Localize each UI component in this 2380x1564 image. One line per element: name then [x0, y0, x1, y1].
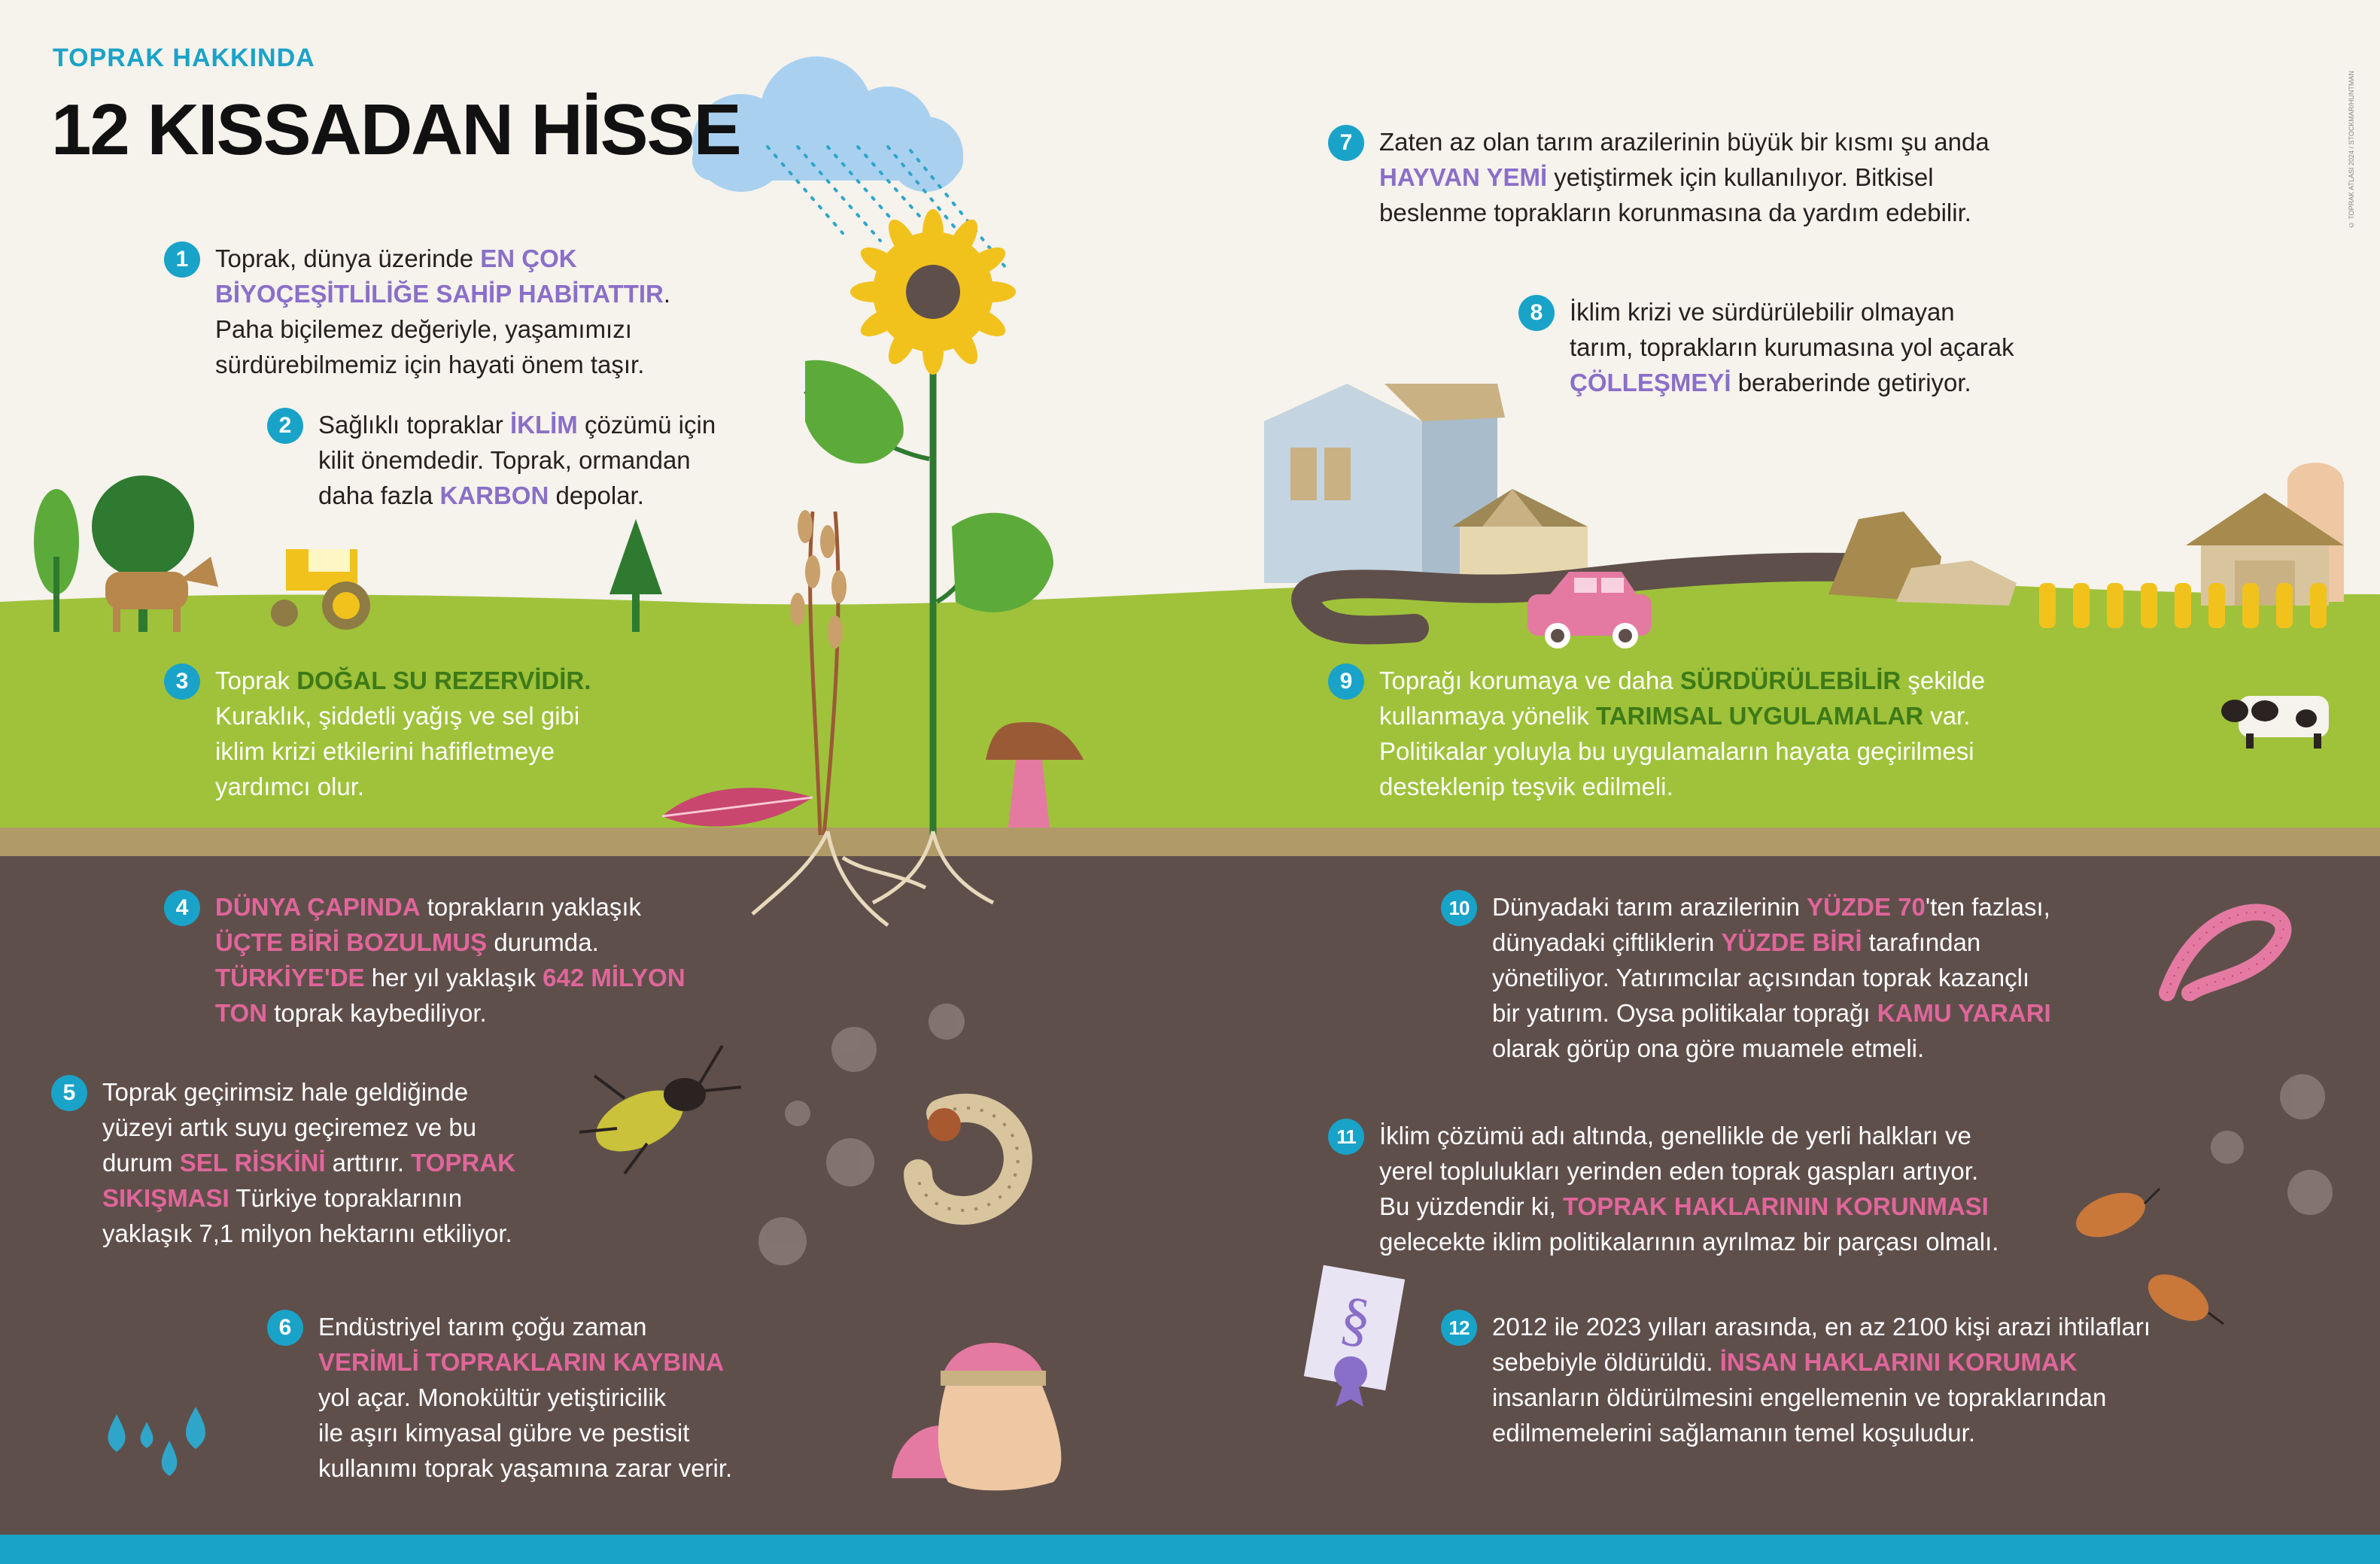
body-text: toprak kaybediliyor.: [267, 999, 487, 1027]
fact-line: [1570, 330, 2014, 365]
highlight-text: BİYOÇEŞİTLİLİĞE SAHİP HABİTATTIR: [215, 280, 664, 308]
body-text: daha fazla: [318, 481, 440, 509]
fact-line: [215, 769, 591, 804]
body-text: İklim krizi ve sürdürülebilir olmayan: [1570, 298, 1955, 326]
body-text: iklim krizi etkilerini hafifletmeye: [215, 737, 555, 765]
fact-text: [1379, 1118, 1999, 1259]
highlight-text: VERİMLİ TOPRAKLARIN KAYBINA: [318, 1348, 725, 1376]
fact-text: [215, 663, 591, 804]
body-text: Bu yüzdendir ki,: [1379, 1192, 1563, 1220]
fact-number-badge: 3: [164, 664, 200, 700]
fact-line: [1379, 1224, 1999, 1259]
body-text: yüzeyi artık suyu geçiremez ve bu: [102, 1113, 477, 1141]
fact-line: [1492, 889, 2051, 925]
fact-line: [102, 1216, 515, 1251]
body-text: gelecekte iklim politikalarının ayrılmaz bir parçası olmalı.: [1379, 1228, 1999, 1256]
highlight-text: DOĞAL SU REZERVİDİR.: [296, 667, 591, 694]
fact-text: [318, 1309, 732, 1486]
body-text: 'ten fazlası,: [1925, 893, 2050, 921]
body-text: kullanmaya yönelik: [1379, 702, 1596, 730]
fact-line: [1379, 1118, 1999, 1153]
body-text: dünyadaki çiftliklerin: [1492, 928, 1722, 956]
body-text: durum: [102, 1149, 180, 1177]
fact-line: [318, 442, 716, 478]
body-text: sürdürebilmemiz için hayati önem taşır.: [215, 351, 645, 378]
body-text: Dünyadaki tarım arazilerinin: [1492, 893, 1807, 921]
highlight-text: KARBON: [439, 481, 549, 509]
credit-line: © TOPRAK ATLASI 2024 / STOCKMAR/HUNTMAN: [2348, 71, 2355, 229]
highlight-text: İKLİM: [509, 411, 578, 439]
fact-line: [1492, 1031, 2051, 1066]
fact-line: [215, 311, 670, 347]
body-text: durumda.: [487, 928, 599, 956]
highlight-text: TARIMSAL UYGULAMALAR: [1595, 702, 1924, 730]
highlight-text: SEL RİSKİNİ: [179, 1149, 326, 1177]
fact-line: [215, 995, 685, 1031]
fact-number-badge: 2: [267, 408, 303, 444]
fact-number-badge: 6: [267, 1310, 303, 1346]
body-text: kullanımı toprak yaşamına zarar verir.: [318, 1454, 733, 1482]
fact-number-badge: 5: [51, 1075, 87, 1111]
highlight-text: ÜÇTE BİRİ BOZULMUŞ: [215, 928, 488, 956]
fact-text: [1492, 1309, 2151, 1450]
highlight-text: HAYVAN YEMİ: [1379, 163, 1548, 191]
fact-line: [215, 925, 685, 960]
fact-line: [1379, 159, 1989, 195]
highlight-text: SIKIŞMASI: [102, 1184, 229, 1212]
fact-line: [102, 1180, 515, 1216]
fact-text: [318, 407, 716, 513]
fact-text: [215, 889, 685, 1031]
highlight-text: YÜZDE BİRİ: [1721, 928, 1862, 956]
body-text: Kuraklık, şiddetli yağış ve sel gibi: [215, 702, 580, 730]
fact-line: [1492, 995, 2051, 1031]
body-text: kilit önemdedir. Toprak, ormandan: [318, 446, 691, 474]
highlight-text: TOPRAK HAKLARININ KORUNMASI: [1562, 1192, 1989, 1220]
body-text: Toprak geçirimsiz hale geldiğinde: [102, 1078, 469, 1106]
body-text: şekilde: [1901, 667, 1986, 694]
fact-line: [1492, 925, 2051, 960]
fact-line: [215, 889, 685, 925]
fact-line: [215, 276, 670, 311]
body-text: insanların öldürülmesini engellemenin ve topraklarından: [1492, 1383, 2107, 1411]
body-text: Türkiye topraklarının: [229, 1184, 463, 1212]
body-text: yaklaşık 7,1 milyon hektarını etkiliyor.: [102, 1219, 512, 1247]
overline: TOPRAK HAKKINDA: [53, 44, 315, 72]
fact-line: [1379, 124, 1989, 159]
fact-number-badge: 4: [164, 890, 200, 926]
body-text: sebebiyle öldürüldü.: [1492, 1348, 1720, 1376]
fact-line: [318, 1415, 732, 1450]
fact-line: [1379, 1189, 1999, 1224]
fact-line: [318, 1309, 732, 1344]
body-text: depolar.: [549, 481, 644, 509]
fact-line: [318, 1450, 732, 1486]
body-text: toprakların yaklaşık: [420, 893, 642, 921]
fact-number-badge: 7: [1328, 125, 1364, 161]
fact-line: [102, 1074, 515, 1110]
fact-text: [1570, 294, 2014, 400]
svg-text:§: §: [1335, 1284, 1377, 1355]
highlight-text: TON: [215, 999, 268, 1027]
fact-line: [102, 1110, 515, 1145]
fact-line: [1492, 1415, 2151, 1450]
highlight-text: SÜRDÜRÜLEBİLİR: [1679, 667, 1901, 694]
body-text: Sağlıklı topraklar: [318, 411, 510, 439]
body-text: edilmemelerini sağlamanın temel koşuludur.: [1492, 1419, 1975, 1447]
fact-line: [1379, 769, 1985, 804]
body-text: Endüstriyel tarım çoğu zaman: [318, 1313, 647, 1341]
body-text: yönetiliyor. Yatırımcılar açısından toprak kazançlı: [1492, 964, 2030, 992]
body-text: yardımcı olur.: [215, 773, 365, 800]
highlight-text: YÜZDE 70: [1807, 893, 1926, 921]
fact-line: [1379, 698, 1985, 733]
body-text: Paha biçilemez değeriyle, yaşamımızı: [215, 315, 632, 343]
body-text: tarım, toprakların kurumasına yol açarak: [1570, 333, 2014, 361]
fact-line: [215, 698, 591, 733]
body-text: tarafından: [1862, 928, 1981, 956]
body-text: arttırır.: [325, 1149, 412, 1177]
fact-line: [215, 241, 670, 276]
fact-line: [215, 663, 591, 698]
fact-line: [215, 733, 591, 769]
fact-line: [1570, 294, 2014, 330]
body-text: ile aşırı kimyasal gübre ve pestisit: [318, 1419, 690, 1447]
fact-line: [318, 1380, 732, 1415]
highlight-text: TOPRAK: [411, 1149, 515, 1177]
body-text: desteklenip teşvik edilmeli.: [1379, 773, 1673, 800]
body-text: Toprak, dünya üzerinde: [215, 244, 481, 272]
page-title: 12 KISSADAN HİSSE: [51, 90, 740, 170]
fact-text: [1492, 889, 2051, 1066]
fact-number-badge: 10: [1441, 890, 1477, 926]
body-text: Toprağı korumaya ve daha: [1379, 667, 1680, 694]
fact-line: [1492, 960, 2051, 995]
soil-border: [0, 828, 2380, 858]
body-text: 2012 ile 2023 yılları arasında, en az 2100 kişi arazi ihtilafları: [1492, 1313, 2151, 1341]
fact-line: [318, 478, 716, 513]
fact-line: [1379, 195, 1989, 230]
fact-line: [1570, 365, 2014, 400]
fact-line: [1379, 663, 1985, 698]
highlight-text: KAMU YARARI: [1877, 999, 2051, 1027]
fact-number-badge: 11: [1328, 1119, 1364, 1155]
fact-line: [1492, 1309, 2151, 1344]
body-text: çözümü için: [577, 411, 716, 439]
fact-line: [1379, 1153, 1999, 1189]
body-text: her yıl yaklaşık: [364, 964, 543, 992]
fact-number-badge: 9: [1328, 664, 1364, 700]
footer-bar: [0, 1535, 2380, 1564]
fact-line: [318, 1344, 732, 1380]
fact-number-badge: 8: [1518, 295, 1555, 331]
body-text: var.: [1923, 702, 1971, 730]
body-text: yerel toplulukları yerinden eden toprak gaspları artıyor.: [1379, 1157, 1979, 1185]
fact-line: [318, 407, 716, 442]
fact-line: [215, 347, 670, 382]
fact-number-badge: 12: [1441, 1310, 1477, 1346]
body-text: Politikalar yoluyla bu uygulamaların hayata geçirilmesi: [1379, 737, 1974, 765]
highlight-text: 642 MİLYON: [543, 964, 685, 992]
fact-line: [1492, 1344, 2151, 1380]
highlight-text: EN ÇOK: [480, 244, 577, 272]
highlight-text: İNSAN HAKLARINI KORUMAK: [1719, 1348, 2078, 1376]
wheat-icon: [2039, 583, 2327, 628]
body-text: beslenme toprakların korunmasına da yardım edebilir.: [1379, 199, 1971, 226]
body-text: bir yatırım. Oysa politikalar toprağı: [1492, 999, 1877, 1027]
fact-text: [215, 241, 670, 382]
body-text: beraberinde getiriyor.: [1731, 369, 1971, 396]
fact-line: [1492, 1380, 2151, 1415]
fact-line: [215, 960, 685, 995]
body-text: İklim çözümü adı altında, genellikle de yerli halkları ve: [1379, 1122, 1971, 1149]
body-text: olarak görüp ona göre muamele etmeli.: [1492, 1034, 1925, 1062]
fact-text: [1379, 124, 1989, 230]
body-text: yol açar. Monokültür yetiştiricilik: [318, 1383, 667, 1411]
fact-line: [102, 1145, 515, 1180]
fact-text: [102, 1074, 515, 1251]
fact-line: [1379, 733, 1985, 769]
body-text: Zaten az olan tarım arazilerinin büyük bir kısmı şu anda: [1379, 128, 1989, 156]
highlight-text: ÇÖLLEŞMEYİ: [1570, 369, 1731, 396]
fact-number-badge: 1: [164, 241, 200, 278]
body-text: yetiştirmek için kullanılıyor. Bitkisel: [1547, 163, 1934, 191]
highlight-text: TÜRKİYE'DE: [215, 964, 365, 992]
highlight-text: DÜNYA ÇAPINDA: [215, 893, 421, 921]
body-text: .: [663, 280, 671, 308]
body-text: Toprak: [215, 667, 297, 694]
fact-text: [1379, 663, 1985, 804]
